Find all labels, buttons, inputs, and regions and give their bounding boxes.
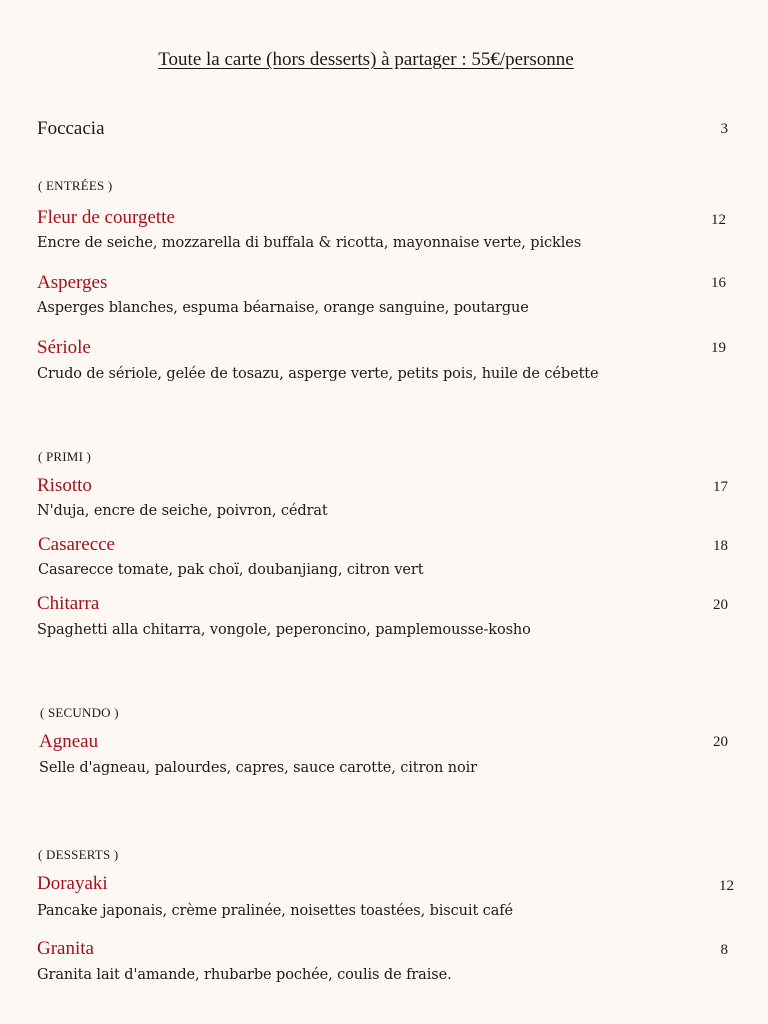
- section-heading-secundo: ( SECUNDO ): [40, 705, 119, 720]
- dish-name: Dorayaki: [37, 873, 108, 894]
- dish-name: Sériole: [37, 337, 91, 358]
- dish-price: 12: [719, 878, 734, 894]
- dish-price: 18: [713, 538, 728, 554]
- dish-description: Crudo de sériole, gelée de tosazu, asperge verte, petits pois, huile de cébette: [37, 366, 599, 382]
- dish-name: Risotto: [37, 475, 92, 496]
- foccacia-name: Foccacia: [37, 118, 105, 139]
- dish-description: Asperges blanches, espuma béarnaise, orange sanguine, poutargue: [37, 300, 529, 316]
- dish-name: Fleur de courgette: [37, 207, 175, 228]
- dish-description: Casarecce tomate, pak choï, doubanjiang, citron vert: [38, 562, 424, 578]
- dish-name: Asperges: [37, 272, 108, 293]
- dish-price: 17: [713, 479, 728, 495]
- dish-name: Chitarra: [37, 593, 100, 614]
- section-heading-desserts: ( DESSERTS ): [38, 847, 119, 862]
- dish-price: 12: [711, 212, 726, 228]
- section-heading-primi: ( PRIMI ): [38, 449, 92, 464]
- foccacia-price: 3: [720, 121, 728, 137]
- dish-name: Casarecce: [38, 534, 115, 555]
- section-heading-entrees: ( ENTRÉES ): [38, 178, 113, 193]
- dish-price: 16: [711, 275, 726, 291]
- dish-description: Granita lait d'amande, rhubarbe pochée, coulis de fraise.: [37, 967, 452, 983]
- shared-menu-banner: Toute la carte (hors desserts) à partager : 55€/personne: [158, 49, 574, 70]
- dish-description: Encre de seiche, mozzarella di buffala & ricotta, mayonnaise verte, pickles: [37, 235, 582, 251]
- dish-name: Agneau: [39, 731, 99, 752]
- dish-description: Selle d'agneau, palourdes, capres, sauce carotte, citron noir: [39, 760, 477, 776]
- dish-price: 20: [713, 597, 728, 613]
- dish-description: N'duja, encre de seiche, poivron, cédrat: [37, 503, 328, 519]
- dish-name: Granita: [37, 938, 94, 959]
- dish-price: 8: [720, 942, 728, 958]
- dish-price: 20: [713, 734, 728, 750]
- dish-price: 19: [711, 340, 726, 356]
- dish-description: Spaghetti alla chitarra, vongole, peperoncino, pamplemousse-kosho: [37, 622, 531, 638]
- dish-description: Pancake japonais, crème pralinée, noisettes toastées, biscuit café: [37, 903, 513, 919]
